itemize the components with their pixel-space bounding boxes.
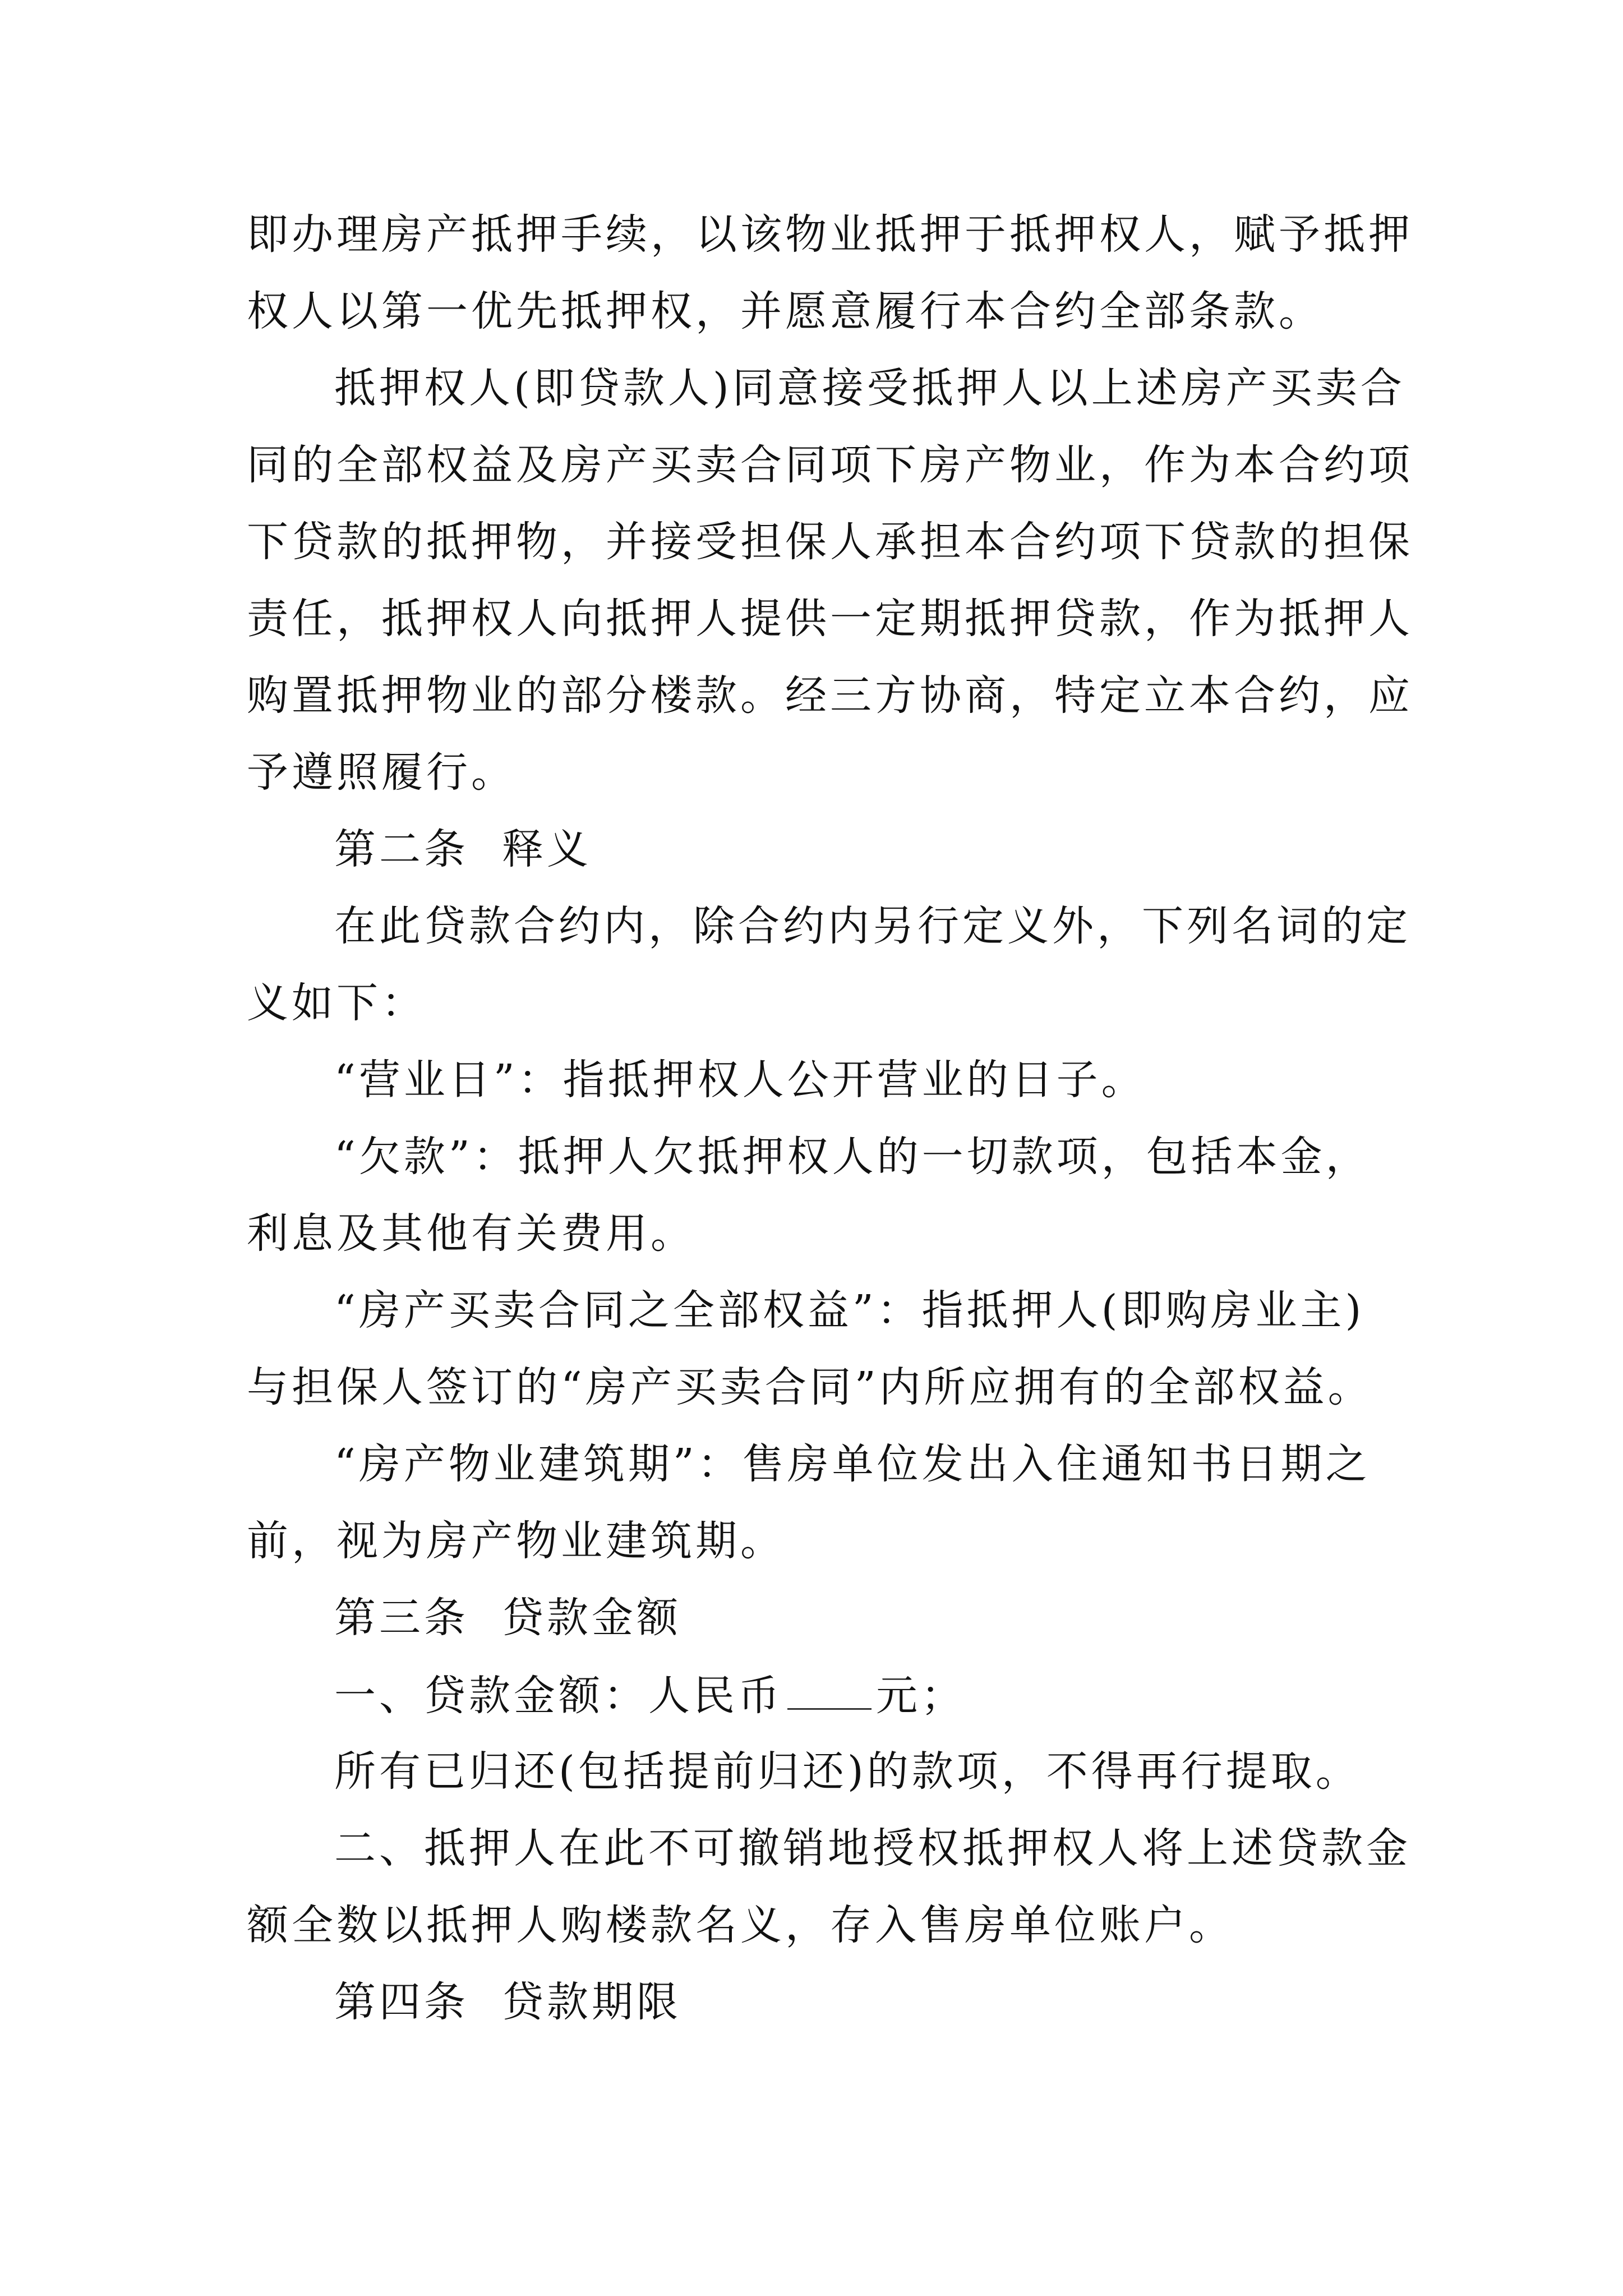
definition-item: “欠款”：抵押人欠抵押权人的一切款项，包括本金， [334,1133,1371,1181]
article-heading: 第二条 释义 [334,825,592,873]
text-line: 与担保人签订的“房产买卖合同”内所应拥有的全部权益。 [247,1363,1373,1411]
text-line: 权人以第一优先抵押权，并愿意履行本合约全部条款。 [247,287,1324,335]
article-heading: 第四条 贷款期限 [334,1978,682,2026]
loan-amount-line [334,1667,966,1724]
text-line: 额全数以抵押人购楼款名义，存入售房单位账户。 [247,1901,1234,1949]
text-line: 同的全部权益及房产买卖合同项下房产物业，作为本合约项 [247,441,1413,489]
definition-item: “房产物业建筑期”：售房单位发出入住通知书日期之 [334,1440,1371,1488]
paragraph-start: 二、抵押人在此不可撤销地授权抵押权人将上述贷款金 [334,1824,1411,1872]
loan-amount-label: 一、贷款金额：人民币 [334,1672,783,1720]
text-line: 义如下： [247,979,426,1027]
text-line: 前，视为房产物业建筑期。 [247,1517,785,1565]
loan-amount-unit: 元； [876,1672,966,1720]
amount-blank [787,1667,872,1710]
paragraph-start: 抵押权人(即贷款人)同意接受抵押人以上述房产买卖合 [334,364,1405,412]
definition-item: “营业日”：指抵押权人公开营业的日子。 [334,1056,1146,1104]
text-line: 予遵照履行。 [247,748,516,797]
text-line: 即办理房产抵押手续，以该物业抵押于抵押权人，赋予抵押 [247,210,1413,259]
paragraph-start: 在此贷款合约内，除合约内另行定义外，下列名词的定 [334,902,1411,950]
text-line: 购置抵押物业的部分楼款。经三方协商，特定立本合约，应 [247,671,1413,720]
text-line: 利息及其他有关费用。 [247,1209,695,1258]
article-heading: 第三条 贷款金额 [334,1594,682,1642]
paragraph-start: 所有已归还(包括提前归还)的款项，不得再行提取。 [334,1747,1361,1796]
text-line: 责任，抵押权人向抵押人提供一定期抵押贷款，作为抵押人 [247,595,1413,643]
text-line: 下贷款的抵押物，并接受担保人承担本合约项下贷款的担保 [247,518,1413,566]
definition-item: “房产买卖合同之全部权益”：指抵押人(即购房业主) [334,1286,1365,1335]
